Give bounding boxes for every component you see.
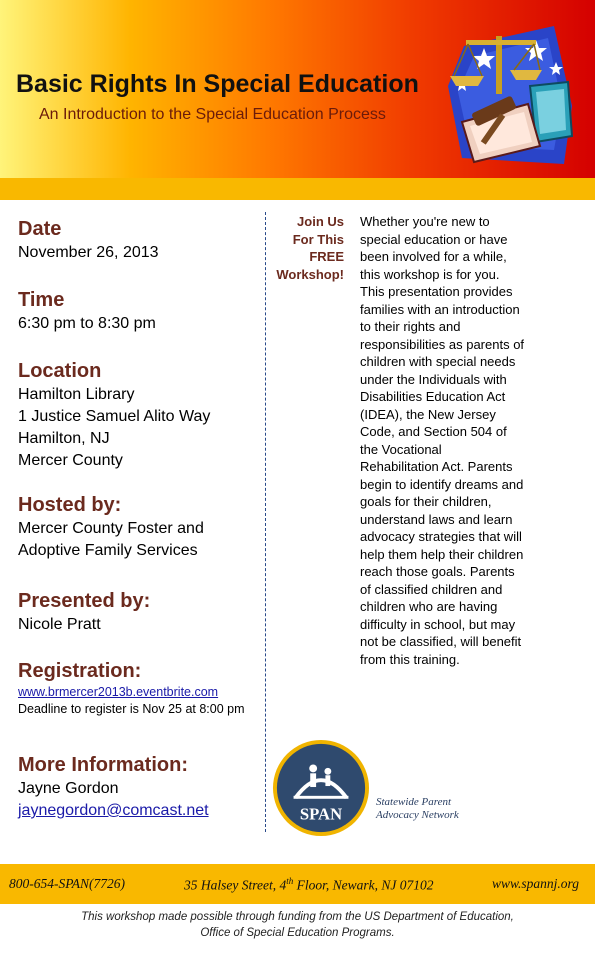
- hosted-line: Adoptive Family Services: [18, 542, 198, 559]
- address-part: 35 Halsey Street, 4: [184, 877, 287, 893]
- description-line: of classified children and: [360, 581, 503, 597]
- footer-phone: 800-654-SPAN(7726): [9, 876, 125, 891]
- registration-link[interactable]: www.brmercer2013b.eventbrite.com: [18, 685, 219, 699]
- presenter-name: Nicole Pratt: [18, 616, 101, 633]
- description-line: help them help their children: [360, 546, 524, 562]
- header-strip: [0, 178, 595, 200]
- registration-label: Registration:: [18, 660, 142, 682]
- time-value: 6:30 pm to 8:30 pm: [18, 315, 156, 332]
- logo-caption: [376, 796, 459, 822]
- description-line: families with an introduction: [360, 301, 520, 317]
- description-line: Disabilities Education Act: [360, 389, 506, 404]
- span-logo: [272, 739, 370, 837]
- contact-name: Jayne Gordon: [18, 780, 119, 797]
- page-title: Basic Rights In Special Education: [16, 70, 419, 98]
- logo-wordmark: SPAN: [299, 804, 343, 824]
- hosted-label: Hosted by:: [18, 494, 122, 516]
- address-superscript: th: [286, 876, 294, 886]
- location-line: Mercer County: [18, 452, 123, 469]
- description-line: children with special needs: [360, 354, 516, 369]
- description-line: (IDEA), the New Jersey: [360, 406, 496, 422]
- description-line: special education or have: [360, 231, 508, 247]
- date-value: November 26, 2013: [18, 244, 159, 261]
- credit-line: This workshop made possible through funding from the US Department of Education,: [81, 911, 514, 923]
- credit-line: Office of Special Education Programs.: [200, 927, 395, 939]
- description-line: not be classified, will benefit: [360, 634, 522, 649]
- description-line: begin to identify dreams and: [360, 476, 524, 492]
- registration-deadline: Deadline to register is Nov 25 at 8:00 pm: [18, 702, 245, 716]
- date-label: Date: [18, 218, 62, 240]
- description-line: this workshop is for you.: [360, 266, 500, 282]
- description-line: the Vocational: [360, 441, 442, 457]
- location-line: Hamilton, NJ: [18, 430, 110, 447]
- join-callout: [266, 213, 344, 283]
- more-info-label: More Information:: [18, 754, 188, 776]
- presented-label: Presented by:: [18, 590, 151, 612]
- description-line: under the Individuals with: [360, 371, 507, 387]
- address-part: Floor, Newark, NJ 07102: [293, 877, 434, 893]
- column-divider: [265, 212, 266, 832]
- contact-email-link[interactable]: jaynegordon@comcast.net: [18, 802, 209, 819]
- location-label: Location: [18, 360, 102, 382]
- justice-scales-clipart: [444, 26, 574, 166]
- description-line: goals for their children,: [360, 494, 492, 509]
- location-line: Hamilton Library: [18, 386, 135, 403]
- description-line: This presentation provides: [360, 284, 513, 299]
- description-line: Whether you're new to: [360, 214, 490, 229]
- description-line: been involved for a while,: [360, 249, 507, 264]
- logo-caption-line: Advocacy Network: [376, 809, 459, 821]
- funding-credit: [0, 909, 595, 941]
- description-line: understand laws and learn: [360, 511, 513, 527]
- location-line: 1 Justice Samuel Alito Way: [18, 408, 211, 425]
- description-line: children who are having: [360, 599, 498, 614]
- callout-line: Join Us: [297, 214, 344, 229]
- callout-line: Workshop!: [276, 266, 344, 282]
- event-details: [18, 216, 263, 822]
- callout-line: For This: [292, 231, 344, 247]
- footer-website[interactable]: www.spannj.org: [492, 876, 580, 891]
- page-subtitle: An Introduction to the Special Education Process: [39, 106, 386, 123]
- description-line: difficulty in school, but may: [360, 616, 516, 632]
- time-label: Time: [18, 289, 65, 311]
- description-line: responsibilities as parents of: [360, 336, 525, 352]
- logo-caption-line: Statewide Parent: [376, 796, 452, 808]
- description-line: reach those goals. Parents: [360, 564, 515, 579]
- footer-address: [184, 876, 434, 894]
- description-line: Code, and Section 504 of: [360, 424, 507, 439]
- callout-line: FREE: [309, 249, 344, 264]
- description-line: advocacy strategies that will: [360, 529, 522, 544]
- description-line: to their rights and: [360, 319, 461, 334]
- description-line: from this training.: [360, 651, 460, 667]
- workshop-description: [360, 213, 550, 668]
- description-line: Rehabilitation Act. Parents: [360, 459, 513, 474]
- hosted-line: Mercer County Foster and: [18, 520, 204, 537]
